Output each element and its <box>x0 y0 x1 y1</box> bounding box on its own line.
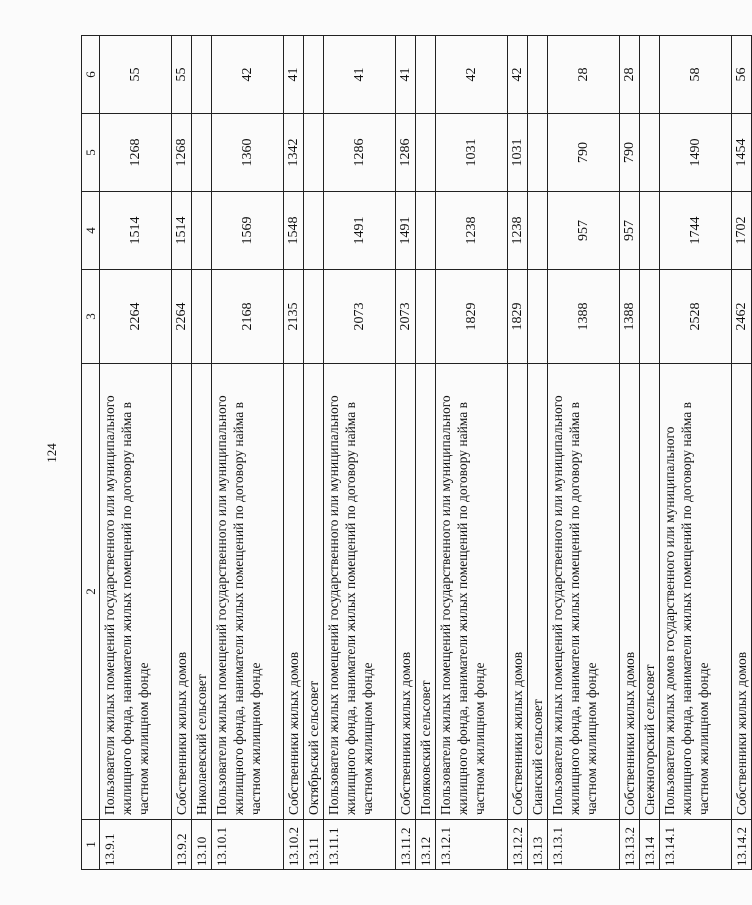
row-col4-cell: 1238 <box>508 192 528 270</box>
row-col6-cell <box>528 36 548 114</box>
row-col4-cell <box>304 192 324 270</box>
table-row <box>640 36 660 870</box>
header-cell-4: 4 <box>82 192 100 270</box>
header-cell-3: 3 <box>82 270 100 364</box>
header-cell-6: 6 <box>82 36 100 114</box>
row-code-cell: 13.9.1 <box>100 820 172 870</box>
row-col3-cell: 2073 <box>324 270 396 364</box>
row-col4-cell: 1514 <box>172 192 192 270</box>
row-code-cell: 13.14 <box>640 820 660 870</box>
row-col6-cell: 55 <box>100 36 172 114</box>
row-code-cell: 13.10.1 <box>212 820 284 870</box>
row-col4-cell: 1548 <box>284 192 304 270</box>
row-code-cell: 13.14.2 <box>732 820 752 870</box>
row-col6-cell: 56 <box>732 36 752 114</box>
row-col5-cell <box>640 114 660 192</box>
row-col5-cell: 1268 <box>100 114 172 192</box>
row-col3-cell: 2264 <box>172 270 192 364</box>
header-cell-2: 2 <box>82 364 100 820</box>
row-col6-cell <box>416 36 436 114</box>
row-name-cell: Собственники жилых домов <box>284 364 304 820</box>
row-col6-cell: 28 <box>548 36 620 114</box>
row-col3-cell: 2462 <box>732 270 752 364</box>
row-col4-cell: 1702 <box>732 192 752 270</box>
row-code-cell: 13.13 <box>528 820 548 870</box>
row-col4-cell: 1491 <box>324 192 396 270</box>
table-row <box>620 36 640 870</box>
table-row <box>192 36 212 870</box>
row-col4-cell: 1569 <box>212 192 284 270</box>
row-name-cell: Собственники жилых домов <box>508 364 528 820</box>
row-col5-cell: 1454 <box>732 114 752 192</box>
row-code-cell: 13.11 <box>304 820 324 870</box>
row-name-cell: Сианский сельсовет <box>528 364 548 820</box>
row-col5-cell: 1268 <box>172 114 192 192</box>
row-col6-cell: 42 <box>436 36 508 114</box>
row-col6-cell: 42 <box>508 36 528 114</box>
row-col4-cell: 1491 <box>396 192 416 270</box>
row-name-cell: Собственники жилых домов <box>172 364 192 820</box>
row-col5-cell: 1490 <box>660 114 732 192</box>
table-row <box>212 36 284 870</box>
table-row <box>732 36 752 870</box>
header-cell-5: 5 <box>82 114 100 192</box>
table-row <box>100 36 172 870</box>
row-code-cell: 13.12.1 <box>436 820 508 870</box>
row-name-cell: Пользователи жилых помещений государственного или муниципального жилищного фонда, наниматели жилых помещений по договору найма в частном жилищном фонде <box>212 364 284 820</box>
row-col5-cell <box>528 114 548 192</box>
row-col6-cell: 41 <box>284 36 304 114</box>
row-col4-cell <box>416 192 436 270</box>
row-name-cell: Пользователи жилых помещений государственного или муниципального жилищного фонда, наниматели жилых помещений по договору найма в частном жилищном фонде <box>100 364 172 820</box>
row-col5-cell <box>192 114 212 192</box>
row-col6-cell: 42 <box>212 36 284 114</box>
row-col4-cell: 957 <box>548 192 620 270</box>
table-row <box>436 36 508 870</box>
row-col3-cell <box>416 270 436 364</box>
row-code-cell: 13.13.2 <box>620 820 640 870</box>
page-number: 124 <box>44 443 59 463</box>
row-col3-cell: 2073 <box>396 270 416 364</box>
row-code-cell: 13.11.1 <box>324 820 396 870</box>
row-col5-cell <box>304 114 324 192</box>
row-col3-cell: 2168 <box>212 270 284 364</box>
table-row <box>284 36 304 870</box>
row-col3-cell <box>304 270 324 364</box>
table-row <box>172 36 192 870</box>
table-row <box>416 36 436 870</box>
row-code-cell: 13.12 <box>416 820 436 870</box>
row-col4-cell <box>528 192 548 270</box>
row-name-cell: Снежногорский сельсовет <box>640 364 660 820</box>
row-code-cell: 13.12.2 <box>508 820 528 870</box>
row-col3-cell: 2528 <box>660 270 732 364</box>
row-col6-cell: 41 <box>396 36 416 114</box>
row-code-cell: 13.14.1 <box>660 820 732 870</box>
row-name-cell: Николаевский сельсовет <box>192 364 212 820</box>
table-row <box>660 36 732 870</box>
row-col6-cell: 28 <box>620 36 640 114</box>
row-col5-cell: 1342 <box>284 114 304 192</box>
row-col3-cell <box>192 270 212 364</box>
row-col5-cell: 1031 <box>436 114 508 192</box>
row-name-cell: Собственники жилых домов <box>732 364 752 820</box>
row-name-cell: Пользователи жилых помещений государственного или муниципального жилищного фонда, наниматели жилых помещений по договору найма в частном жилищном фонде <box>436 364 508 820</box>
row-col4-cell: 1744 <box>660 192 732 270</box>
row-col3-cell: 1829 <box>508 270 528 364</box>
row-name-cell: Октябрьский сельсовет <box>304 364 324 820</box>
tariff-table <box>81 35 752 870</box>
table-body <box>82 36 752 870</box>
row-code-cell: 13.11.2 <box>396 820 416 870</box>
row-code-cell: 13.13.1 <box>548 820 620 870</box>
table-row <box>548 36 620 870</box>
row-name-cell: Пользователи жилых помещений государственного или муниципального жилищного фонда, наниматели жилых помещений по договору найма в частном жилищном фонде <box>324 364 396 820</box>
row-col6-cell: 55 <box>172 36 192 114</box>
row-col4-cell: 1238 <box>436 192 508 270</box>
row-name-cell: Поляковский сельсовет <box>416 364 436 820</box>
row-code-cell: 13.10 <box>192 820 212 870</box>
row-col3-cell <box>640 270 660 364</box>
row-col5-cell: 790 <box>620 114 640 192</box>
row-code-cell: 13.9.2 <box>172 820 192 870</box>
row-col6-cell <box>192 36 212 114</box>
row-col5-cell: 1286 <box>324 114 396 192</box>
row-col3-cell: 2264 <box>100 270 172 364</box>
row-col3-cell <box>528 270 548 364</box>
row-col3-cell: 1388 <box>620 270 640 364</box>
table-header-row <box>82 36 100 870</box>
row-col5-cell <box>416 114 436 192</box>
table-row <box>304 36 324 870</box>
table-row <box>528 36 548 870</box>
row-col4-cell <box>192 192 212 270</box>
row-col5-cell: 790 <box>548 114 620 192</box>
row-code-cell: 13.10.2 <box>284 820 304 870</box>
row-col6-cell <box>640 36 660 114</box>
row-col6-cell: 41 <box>324 36 396 114</box>
row-col5-cell: 1286 <box>396 114 416 192</box>
row-col6-cell: 58 <box>660 36 732 114</box>
table-row <box>396 36 416 870</box>
row-name-cell: Пользователи жилых домов государственного или муниципального жилищного фонда, наниматели жилых помещений по договору найма в частном жилищном фонде <box>660 364 732 820</box>
row-col5-cell: 1031 <box>508 114 528 192</box>
header-cell-1: 1 <box>82 820 100 870</box>
rotated-table-frame <box>81 36 749 870</box>
table-row <box>508 36 528 870</box>
row-col5-cell: 1360 <box>212 114 284 192</box>
row-col4-cell: 1514 <box>100 192 172 270</box>
row-col3-cell: 1388 <box>548 270 620 364</box>
row-name-cell: Пользователи жилых помещений государственного или муниципального жилищного фонда, наниматели жилых помещений по договору найма в частном жилищном фонде <box>548 364 620 820</box>
row-name-cell: Собственники жилых домов <box>620 364 640 820</box>
table-row <box>324 36 396 870</box>
row-name-cell: Собственники жилых домов <box>396 364 416 820</box>
row-col3-cell: 2135 <box>284 270 304 364</box>
row-col4-cell: 957 <box>620 192 640 270</box>
row-col4-cell <box>640 192 660 270</box>
row-col6-cell <box>304 36 324 114</box>
row-col3-cell: 1829 <box>436 270 508 364</box>
